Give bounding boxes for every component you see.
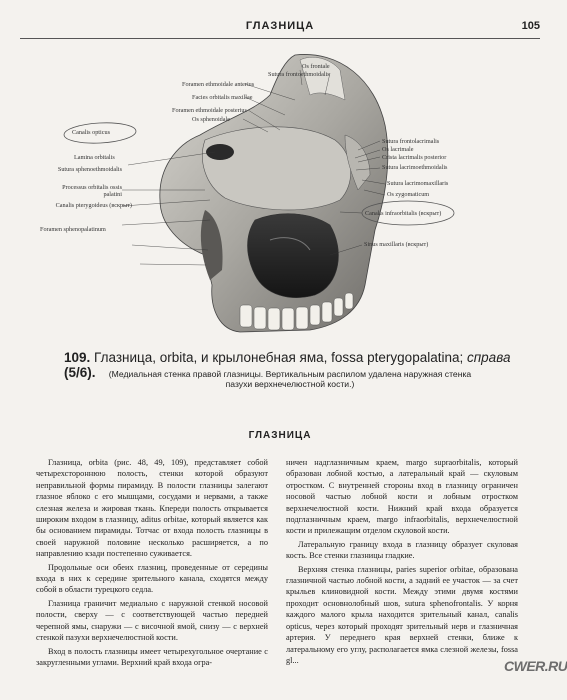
- label-sinus-maxillaris: Sinus maxillaris (вскрыт): [364, 241, 429, 248]
- label-crista-lacrimalis-posterior: Crista lacrimalis posterior: [382, 154, 447, 161]
- label-canalis-opticus: Canalis opticus: [72, 129, 110, 136]
- figure-caption-ratio: (5/6).: [64, 365, 96, 380]
- label-canalis-infraorbitalis: Canalis infraorbitalis (вскрыт): [365, 210, 442, 217]
- label-sutura-lacrimomaxillaris: Sutura lacrimomaxillaris: [387, 180, 449, 187]
- paragraph: Вход в полость глазницы имеет четырехугольное очертание с закругленными углами. Верхний край входа огра-: [36, 646, 268, 667]
- label-sutura-frontolacrimalis: Sutura frontolacrimalis: [382, 138, 440, 145]
- label-lamina-orbitalis: Lamina orbitalis: [74, 154, 115, 161]
- figure-number: 109.: [64, 350, 91, 365]
- label-os-zygomaticum: Os zygomaticum: [387, 191, 430, 198]
- label-processus-orbitalis: Processus orbitalis ossis palatini: [62, 184, 122, 198]
- label-os-lacrimale: Os lacrimale: [382, 146, 414, 153]
- skull-figure: [40, 40, 520, 340]
- watermark-text: CWER.RU: [504, 658, 567, 674]
- watermark-logo: [504, 658, 567, 686]
- label-foramen-sphenopalatinum: Foramen sphenopalatinum: [40, 226, 106, 233]
- body-column-right: [286, 457, 518, 668]
- label-sutura-frontoethmoidalis: Sutura frontoethmoidalis: [268, 71, 330, 78]
- figure-caption-text: Глазница, orbita, и крылонебная ямa, fossa pterygopalatina;: [94, 350, 464, 365]
- figure-subcaption: [80, 369, 500, 389]
- running-head: [20, 18, 540, 39]
- paragraph: Латеральную границу входа в глазницу образует скуловая кость. Все стенки глазницы гладкие.: [286, 539, 518, 561]
- paragraph: ничен надглазничным краем, margo supraorbitalis, который образован лобной костью, а латеральный край — скуловым отростком. С внутренней стороны вход в глазницу ограничен носовой частью лобной кости и лобным отростком верхнечелюстной кости. Нижний край входа образуется подглазничным краем, margo infraorbitalis, верхнечелюстной кости и прилежащим отделом скуловой кости.: [286, 458, 518, 536]
- figure-caption-side: справа: [467, 350, 511, 365]
- label-os-sphenoidale: Os sphenoidale: [192, 116, 230, 123]
- label-os-frontale: Os frontale: [302, 63, 330, 70]
- label-canalis-pterygoideus: Canalis pterygoideus (вскрыт): [55, 202, 132, 209]
- label-foramen-ethmoidale-anterius: Foramen ethmoidale anterius: [182, 81, 255, 88]
- label-facies-orbitalis-maxillae: Facies orbitalis maxillae: [192, 94, 253, 101]
- paragraph: Глазница граничит медиально с наружной стенкой носовой полости, сверху — с соответствующей частью передней черепной ямы, снаружи — с височной ямой, снизу — с верхней стенкой пазухи верхнечелюстной кости.: [36, 598, 268, 643]
- label-sutura-lacrimoethmoidalis: Sutura lacrimoethmoidalis: [382, 164, 448, 171]
- paragraph: Продольные оси обеих глазниц, проведенные от середины входа в них к середине зрительного канала, сходятся между собой в области турецкого седла.: [36, 562, 268, 595]
- section-heading: ГЛАЗНИЦА: [248, 430, 312, 441]
- figure-subcaption-line-1: (Медиальная стенка правой глазницы. Вертикальным распилом удалена наружная стенка: [108, 369, 472, 379]
- label-sutura-sphenoethmoidalis: Sutura sphenoethmoidalis: [57, 166, 122, 173]
- paragraph: Глазница, orbita (рис. 48, 49, 109), представляет собой четырехстороннюю полость, стенки которой образуют неправильной формы пирамиду. В полости глазницы залегают глазное яблоко с его мышцами, сосудами и нервами, а также слезная железа и жировая ткань. Кпереди полость открывается широким входом в глазницу, aditus orbitae, который является как бы основанием пирамиды. Тотчас от входа полость глазницы в своей наружной половине несколько расширяется, а по направлению кзади постепенно суживается.: [36, 458, 268, 559]
- label-foramen-ethmoidale-posterius: Foramen ethmoidale posterius: [172, 107, 247, 114]
- paragraph: Верхняя стенка глазницы, paries superior orbitae, образована глазничной частью лобной кости, а задний ее участок — за счет крыльев клиновидной кости. Между этими двумя костями проходит основнолобный шов, sutura sphenofrontalis. У корня каждого малого крыла находится зрительный канал, canalis opticus, через который проходят зрительный нерв и глазничная артерия. У переднего края верхней стенки, ближе к латеральному его углу, располагается ямка слезной железы, fossa gl...: [286, 564, 518, 665]
- figure-subcaption-line-2: пазухи верхнечелюстной кости.): [225, 379, 355, 389]
- body-column-left: [36, 457, 268, 670]
- running-head-title: ГЛАЗНИЦА: [245, 20, 315, 32]
- page-number: 105: [521, 20, 540, 32]
